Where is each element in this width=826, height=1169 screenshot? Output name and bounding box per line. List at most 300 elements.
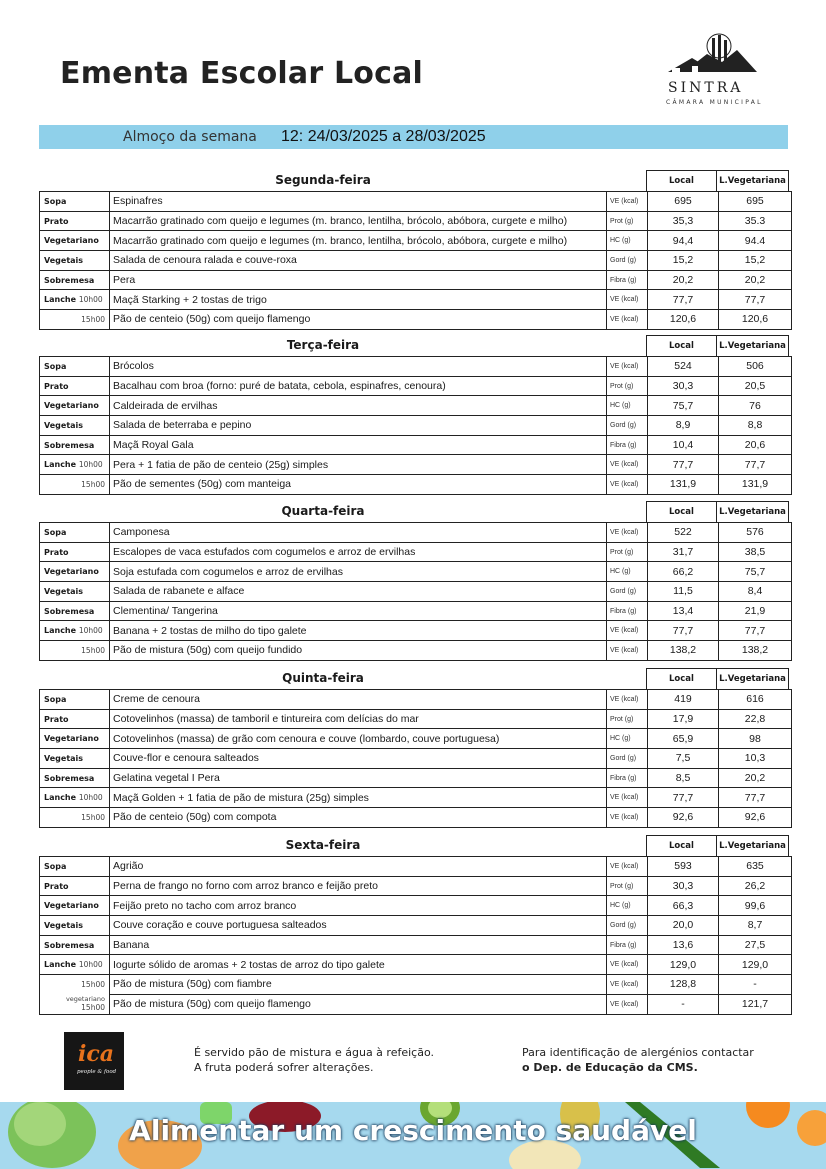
local-value: 30,3 (648, 876, 719, 896)
meal-category (40, 955, 110, 975)
local-value: 77,7 (648, 788, 719, 808)
local-value: - (648, 994, 719, 1014)
meal-time: 10h00 (78, 626, 103, 636)
day-name: Terça-feira (286, 338, 360, 352)
footer-note-allergens-line2: o Dep. de Educação da CMS. (522, 1061, 698, 1074)
meal-time-cell (40, 475, 110, 495)
meal-description: Bacalhau com broa (forno: puré de batata, cebola, espinafres, cenoura) (110, 376, 607, 396)
menu-table (39, 356, 792, 495)
meal-category-label: Vegetais (44, 753, 84, 763)
nutrient-label: Gord (g) (607, 916, 648, 936)
meal-time: 15h00 (81, 314, 105, 324)
ica-brand-sub: people & food (77, 1069, 117, 1075)
table-row (40, 690, 792, 710)
meal-category (40, 231, 110, 251)
meal-description: Brócolos (110, 357, 607, 377)
column-header-local: Local (646, 668, 717, 689)
meal-time: 10h00 (78, 793, 103, 803)
vegetarian-value: 27,5 (719, 935, 792, 955)
nutrient-label: Fibra (g) (607, 601, 648, 621)
meal-description: Caldeirada de ervilhas (110, 396, 607, 416)
column-header-local: Local (646, 335, 717, 356)
day-name: Quarta-feira (281, 504, 365, 518)
table-row (40, 416, 792, 436)
footer-note-bread (194, 1045, 434, 1075)
meal-description: Cotovelinhos (massa) de tamboril e tintureira com delícias do mar (110, 709, 607, 729)
nutrient-label: VE (kcal) (607, 192, 648, 212)
meal-category-label: Prato (44, 547, 69, 557)
table-row (40, 788, 792, 808)
meal-category-label: Vegetais (44, 420, 84, 430)
meal-description: Maçã Royal Gala (110, 435, 607, 455)
local-value: 20,2 (648, 270, 719, 290)
local-value: 15,2 (648, 251, 719, 271)
table-row (40, 896, 792, 916)
nutrient-label: Gord (g) (607, 582, 648, 602)
day-header (39, 170, 789, 191)
table-row (40, 955, 792, 975)
table-row (40, 542, 792, 562)
local-value: 13,4 (648, 601, 719, 621)
nutrient-label: HC (g) (607, 729, 648, 749)
logo-subtitle: CÂMARA MUNICIPAL (666, 99, 763, 106)
footer-note-bread-line1: É servido pão de mistura e água à refeição. (194, 1046, 434, 1059)
local-value: 77,7 (648, 621, 719, 641)
day-name: Segunda-feira (275, 173, 371, 187)
nutrient-label: VE (kcal) (607, 994, 648, 1014)
meal-category (40, 251, 110, 271)
vegetarian-value: - (719, 975, 792, 995)
vegetarian-value: 20,2 (719, 768, 792, 788)
vegetarian-value: 75,7 (719, 562, 792, 582)
vegetarian-value: 121,7 (719, 994, 792, 1014)
table-row (40, 192, 792, 212)
nutrient-label: Fibra (g) (607, 270, 648, 290)
day-block (39, 335, 789, 495)
local-value: 11,5 (648, 582, 719, 602)
nutrient-label: Prot (g) (607, 376, 648, 396)
nutrient-label: VE (kcal) (607, 290, 648, 310)
meal-category (40, 729, 110, 749)
table-row (40, 641, 792, 661)
meal-category (40, 396, 110, 416)
local-value: 8,5 (648, 768, 719, 788)
meal-time: 10h00 (78, 960, 103, 970)
meal-description: Soja estufada com cogumelos e arroz de ervilhas (110, 562, 607, 582)
nutrient-label: VE (kcal) (607, 975, 648, 995)
table-row (40, 709, 792, 729)
meal-time: 15h00 (81, 980, 105, 990)
local-value: 695 (648, 192, 719, 212)
table-row (40, 621, 792, 641)
vegetarian-value: 20,2 (719, 270, 792, 290)
meal-description: Pera (110, 270, 607, 290)
table-row (40, 935, 792, 955)
column-header-vegetarian: L.Vegetariana (716, 501, 789, 522)
meal-time: 10h00 (78, 295, 103, 305)
meal-description: Pão de centeio (50g) com queijo flamengo (110, 310, 607, 330)
meal-description: Feijão preto no tacho com arroz branco (110, 896, 607, 916)
vegetarian-value: 506 (719, 357, 792, 377)
table-row (40, 749, 792, 769)
meal-description: Couve coração e couve portuguesa salteados (110, 916, 607, 936)
meal-category-label: Prato (44, 381, 69, 391)
meal-category-label: Sopa (44, 694, 67, 704)
meal-description: Perna de frango no forno com arroz branco e feijão preto (110, 876, 607, 896)
week-dates: 12: 24/03/2025 a 28/03/2025 (281, 128, 486, 145)
column-header-vegetarian: L.Vegetariana (716, 668, 789, 689)
meal-time-cell (40, 808, 110, 828)
vegetarian-value: 15,2 (719, 251, 792, 271)
meal-description: Escalopes de vaca estufados com cogumelos e arroz de ervilhas (110, 542, 607, 562)
meal-time: 15h00 (81, 479, 105, 489)
table-row (40, 455, 792, 475)
local-value: 131,9 (648, 475, 719, 495)
nutrient-label: VE (kcal) (607, 475, 648, 495)
meal-description: Iogurte sólido de aromas + 2 tostas de arroz do tipo galete (110, 955, 607, 975)
nutrient-label: VE (kcal) (607, 955, 648, 975)
meal-category (40, 211, 110, 231)
vegetarian-value: 22,8 (719, 709, 792, 729)
meal-category (40, 542, 110, 562)
vegetarian-value: 35.3 (719, 211, 792, 231)
nutrient-label: VE (kcal) (607, 788, 648, 808)
meal-category (40, 916, 110, 936)
nutrient-label: HC (g) (607, 562, 648, 582)
local-value: 138,2 (648, 641, 719, 661)
meal-category (40, 896, 110, 916)
vegetarian-value: 94.4 (719, 231, 792, 251)
nutrient-label: VE (kcal) (607, 857, 648, 877)
vegetarian-value: 76 (719, 396, 792, 416)
local-value: 10,4 (648, 435, 719, 455)
ica-logo (64, 1032, 124, 1090)
menu-table (39, 689, 792, 828)
meal-category-label: Vegetariano (44, 236, 99, 246)
ica-brand: ica (78, 1041, 115, 1067)
footer-note-allergens-line1: Para identificação de alergénios contactar (522, 1046, 754, 1059)
nutrient-label: Prot (g) (607, 876, 648, 896)
local-value: 129,0 (648, 955, 719, 975)
vegetarian-value: 8,8 (719, 416, 792, 436)
day-header (39, 668, 789, 689)
table-row (40, 251, 792, 271)
table-row (40, 231, 792, 251)
local-value: 77,7 (648, 455, 719, 475)
meal-category (40, 768, 110, 788)
table-row (40, 876, 792, 896)
meal-description: Pão de mistura (50g) com queijo flamengo (110, 994, 607, 1014)
meal-description: Maçã Golden + 1 fatia de pão de mistura (25g) simples (110, 788, 607, 808)
meal-time-cell (40, 641, 110, 661)
meal-category-label: Vegetariano (44, 901, 99, 911)
nutrient-label: Fibra (g) (607, 435, 648, 455)
meal-category (40, 876, 110, 896)
page-title: Ementa Escolar Local (60, 56, 424, 91)
table-row (40, 435, 792, 455)
meal-category (40, 290, 110, 310)
local-value: 35,3 (648, 211, 719, 231)
meal-time: 15h00 (81, 1002, 105, 1012)
menu-table (39, 856, 792, 1015)
column-header-vegetarian: L.Vegetariana (716, 835, 789, 856)
day-block (39, 835, 789, 1015)
table-row (40, 357, 792, 377)
meal-category-label: Vegetais (44, 920, 84, 930)
local-value: 8,9 (648, 416, 719, 436)
meal-category-label: Lanche (44, 460, 77, 470)
meal-category-label: Vegetais (44, 255, 84, 265)
nutrient-label: Prot (g) (607, 542, 648, 562)
vegetarian-value: 20,6 (719, 435, 792, 455)
day-block (39, 501, 789, 661)
meal-description: Cotovelinhos (massa) de grão com cenoura e couve (lombardo, couve portuguesa) (110, 729, 607, 749)
week-label: Almoço da semana (123, 129, 257, 145)
meal-category-label: Sobremesa (44, 606, 95, 616)
vegetarian-value: 120,6 (719, 310, 792, 330)
meal-description: Pão de mistura (50g) com fiambre (110, 975, 607, 995)
meal-category-label: Sopa (44, 527, 67, 537)
nutrient-label: Fibra (g) (607, 935, 648, 955)
day-header (39, 501, 789, 522)
nutrient-label: HC (g) (607, 231, 648, 251)
table-row (40, 994, 792, 1014)
meal-category-label: Prato (44, 714, 69, 724)
table-row (40, 562, 792, 582)
nutrient-label: VE (kcal) (607, 808, 648, 828)
meal-category-label: Lanche (44, 960, 77, 970)
local-value: 7,5 (648, 749, 719, 769)
meal-category-label: Prato (44, 881, 69, 891)
nutrient-label: VE (kcal) (607, 357, 648, 377)
meal-category-label: Sopa (44, 196, 67, 206)
meal-description: Maçã Starking + 2 tostas de trigo (110, 290, 607, 310)
meal-category-label: Sopa (44, 361, 67, 371)
vegetarian-value: 92,6 (719, 808, 792, 828)
meal-time-cell (40, 994, 110, 1014)
nutrient-label: VE (kcal) (607, 310, 648, 330)
local-value: 77,7 (648, 290, 719, 310)
meal-category (40, 788, 110, 808)
table-row (40, 916, 792, 936)
meal-category (40, 562, 110, 582)
vegetarian-value: 26,2 (719, 876, 792, 896)
meal-category (40, 435, 110, 455)
nutrient-label: VE (kcal) (607, 455, 648, 475)
local-value: 75,7 (648, 396, 719, 416)
day-block (39, 668, 789, 828)
meal-description: Pera + 1 fatia de pão de centeio (25g) simples (110, 455, 607, 475)
vegetarian-value: 10,3 (719, 749, 792, 769)
local-value: 593 (648, 857, 719, 877)
meal-category-label: Sobremesa (44, 440, 95, 450)
local-value: 128,8 (648, 975, 719, 995)
table-row (40, 975, 792, 995)
table-row (40, 523, 792, 543)
meal-description: Gelatina vegetal I Pera (110, 768, 607, 788)
local-value: 120,6 (648, 310, 719, 330)
table-row (40, 270, 792, 290)
nutrient-label: Fibra (g) (607, 768, 648, 788)
meal-description: Pão de centeio (50g) com compota (110, 808, 607, 828)
vegetarian-value: 99,6 (719, 896, 792, 916)
table-row (40, 211, 792, 231)
meal-time-prefix: vegetariano (65, 994, 105, 1003)
meal-category-label: Vegetariano (44, 734, 99, 744)
local-value: 419 (648, 690, 719, 710)
meal-category-label: Sobremesa (44, 275, 95, 285)
vegetarian-value: 8,7 (719, 916, 792, 936)
nutrient-label: Prot (g) (607, 709, 648, 729)
table-row (40, 601, 792, 621)
nutrient-label: Gord (g) (607, 749, 648, 769)
vegetarian-value: 131,9 (719, 475, 792, 495)
local-value: 13,6 (648, 935, 719, 955)
vegetarian-value: 77,7 (719, 290, 792, 310)
meal-description: Camponesa (110, 523, 607, 543)
table-row (40, 808, 792, 828)
table-row (40, 290, 792, 310)
local-value: 66,2 (648, 562, 719, 582)
meal-time-cell (40, 310, 110, 330)
meal-time-cell (40, 975, 110, 995)
local-value: 94,4 (648, 231, 719, 251)
day-header (39, 835, 789, 856)
meal-description: Pão de sementes (50g) com manteiga (110, 475, 607, 495)
day-name: Sexta-feira (285, 838, 361, 852)
meal-description: Banana + 2 tostas de milho do tipo galete (110, 621, 607, 641)
table-row (40, 396, 792, 416)
column-header-local: Local (646, 501, 717, 522)
meal-description: Macarrão gratinado com queijo e legumes (m. branco, lentilha, brócolo, abóbora, curgete e milho) (110, 231, 607, 251)
meal-description: Salada de beterraba e pepino (110, 416, 607, 436)
nutrient-label: HC (g) (607, 396, 648, 416)
vegetarian-value: 21,9 (719, 601, 792, 621)
vegetarian-value: 138,2 (719, 641, 792, 661)
meal-category-label: Vegetariano (44, 401, 99, 411)
vegetarian-value: 38,5 (719, 542, 792, 562)
meal-description: Espinafres (110, 192, 607, 212)
meal-description: Clementina/ Tangerina (110, 601, 607, 621)
meal-category (40, 709, 110, 729)
footer-note-allergens (522, 1045, 754, 1075)
nutrient-label: HC (g) (607, 896, 648, 916)
meal-category-label: Prato (44, 216, 69, 226)
meal-time: 10h00 (78, 460, 103, 470)
vegetarian-value: 77,7 (719, 621, 792, 641)
week-bar (39, 125, 788, 149)
vegetarian-value: 695 (719, 192, 792, 212)
table-row (40, 768, 792, 788)
table-row (40, 376, 792, 396)
local-value: 66,3 (648, 896, 719, 916)
meal-category-label: Sopa (44, 861, 67, 871)
meal-description: Salada de rabanete e alface (110, 582, 607, 602)
day-name: Quinta-feira (282, 671, 364, 685)
day-header (39, 335, 789, 356)
nutrient-label: VE (kcal) (607, 690, 648, 710)
vegetarian-value: 129,0 (719, 955, 792, 975)
nutrient-label: Prot (g) (607, 211, 648, 231)
meal-description: Banana (110, 935, 607, 955)
menu-table (39, 522, 792, 661)
meal-category-label: Lanche (44, 626, 77, 636)
vegetarian-value: 8,4 (719, 582, 792, 602)
meal-description: Pão de mistura (50g) com queijo fundido (110, 641, 607, 661)
local-value: 17,9 (648, 709, 719, 729)
vegetarian-value: 77,7 (719, 788, 792, 808)
meal-category-label: Vegetariano (44, 567, 99, 577)
meal-category (40, 857, 110, 877)
vegetarian-value: 77,7 (719, 455, 792, 475)
menu-table (39, 191, 792, 330)
meal-category (40, 357, 110, 377)
table-row (40, 582, 792, 602)
meal-description: Creme de cenoura (110, 690, 607, 710)
meal-category-label: Lanche (44, 295, 77, 305)
nutrient-label: VE (kcal) (607, 621, 648, 641)
nutrient-label: VE (kcal) (607, 523, 648, 543)
logo-name: SINTRA (668, 80, 744, 96)
vegetarian-value: 20,5 (719, 376, 792, 396)
footer-note-bread-line2: A fruta poderá sofrer alterações. (194, 1061, 374, 1074)
local-value: 65,9 (648, 729, 719, 749)
meal-category (40, 270, 110, 290)
meal-description: Agrião (110, 857, 607, 877)
vegetarian-value: 576 (719, 523, 792, 543)
meal-category (40, 582, 110, 602)
meal-description: Couve-flor e cenoura salteados (110, 749, 607, 769)
meal-category (40, 690, 110, 710)
column-header-local: Local (646, 170, 717, 191)
meal-time: 15h00 (81, 812, 105, 822)
nutrient-label: VE (kcal) (607, 641, 648, 661)
meal-category (40, 416, 110, 436)
local-value: 92,6 (648, 808, 719, 828)
vegetarian-value: 98 (719, 729, 792, 749)
table-row (40, 475, 792, 495)
local-value: 31,7 (648, 542, 719, 562)
meal-category (40, 455, 110, 475)
column-header-local: Local (646, 835, 717, 856)
meal-category-label: Vegetais (44, 586, 84, 596)
meal-category (40, 376, 110, 396)
meal-description: Macarrão gratinado com queijo e legumes (m. branco, lentilha, brócolo, abóbora, curgete e milho) (110, 211, 607, 231)
local-value: 524 (648, 357, 719, 377)
column-header-vegetarian: L.Vegetariana (716, 335, 789, 356)
nutrient-label: Gord (g) (607, 251, 648, 271)
local-value: 30,3 (648, 376, 719, 396)
nutrient-label: Gord (g) (607, 416, 648, 436)
meal-category (40, 621, 110, 641)
meal-category (40, 523, 110, 543)
meal-category-label: Sobremesa (44, 773, 95, 783)
column-header-vegetarian: L.Vegetariana (716, 170, 789, 191)
meal-category-label: Sobremesa (44, 940, 95, 950)
meal-category (40, 601, 110, 621)
local-value: 522 (648, 523, 719, 543)
meal-category (40, 935, 110, 955)
meal-description: Salada de cenoura ralada e couve-roxa (110, 251, 607, 271)
day-block (39, 170, 789, 330)
table-row (40, 729, 792, 749)
table-row (40, 857, 792, 877)
footer-slogan: Alimentar um crescimento saudável (129, 1114, 697, 1147)
vegetarian-value: 635 (719, 857, 792, 877)
meal-category (40, 749, 110, 769)
meal-category (40, 192, 110, 212)
table-row (40, 310, 792, 330)
